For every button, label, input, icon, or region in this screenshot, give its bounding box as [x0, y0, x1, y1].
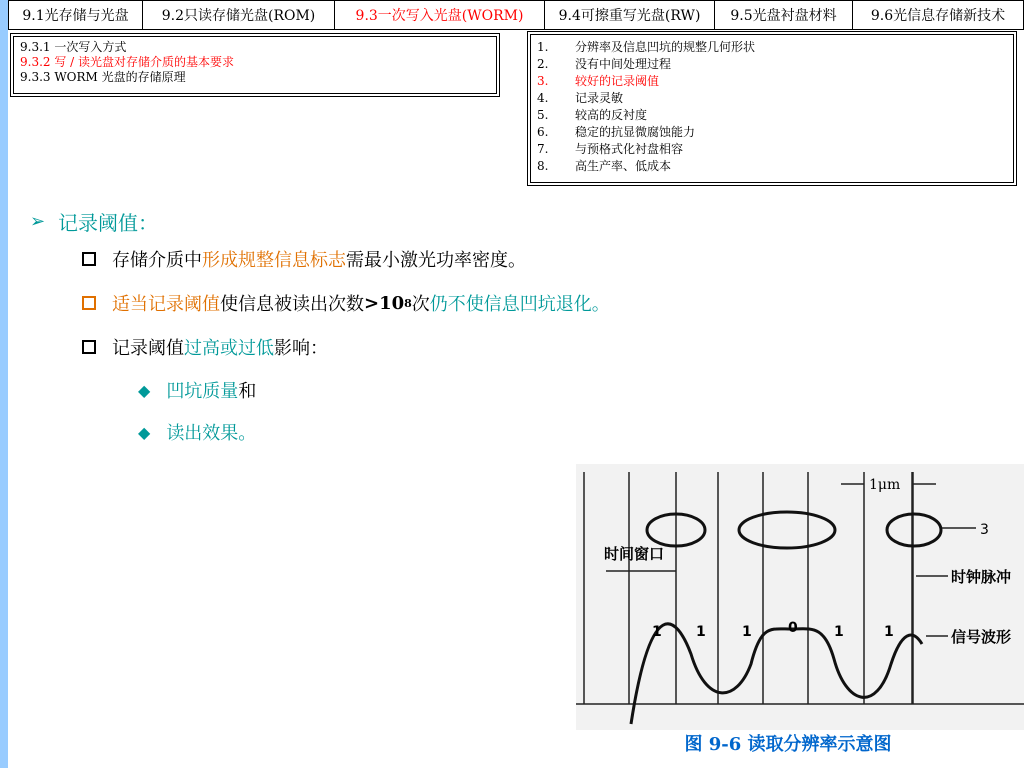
bullet-exponent: 8: [404, 296, 412, 310]
square-bullet-icon: [82, 252, 96, 266]
square-bullet-icon: [82, 296, 96, 310]
signal-label: 信号波形: [951, 628, 1012, 646]
bullet-text: 影响：: [274, 338, 328, 359]
pit-label: 3: [980, 522, 989, 538]
tab-9-6[interactable]: 9.6光信息存储新技术: [870, 8, 1006, 24]
subsection-item-active[interactable]: 9.3.2 写 / 读光盘对存储介质的基本要求: [20, 55, 235, 69]
bullet-number: >10: [364, 292, 405, 314]
sub-bullet-text: 和: [238, 381, 257, 402]
bullet-text: 记录阈值: [112, 338, 184, 359]
window-label: 时间窗口: [604, 545, 665, 563]
tab-9-2[interactable]: 9.2只读存储光盘(ROM): [143, 1, 335, 29]
bullet-highlight: 过高或过低: [184, 338, 274, 359]
resolution-diagram: [576, 464, 1024, 730]
list-item: 5. 较高的反衬度: [537, 108, 648, 122]
bullet-highlight: 形成规整信息标志: [202, 250, 346, 271]
requirements-box: [527, 31, 1017, 186]
sub-bullet-highlight: 凹坑质量: [166, 381, 239, 402]
figure-caption: 图 9-6 读取分辨率示意图: [684, 734, 892, 755]
left-accent-bar: [0, 0, 8, 768]
bullet-text: 需最小激光功率密度。: [346, 250, 526, 271]
list-item: 4. 记录灵敏: [537, 91, 624, 105]
list-item: 6. 稳定的抗显微腐蚀能力: [537, 125, 696, 139]
sub-bullet-row: [138, 411, 750, 453]
sub-bullet-highlight: 读出效果。: [166, 423, 257, 444]
bit-label: 1: [742, 624, 752, 640]
diamond-bullet-icon: ◆: [138, 422, 151, 442]
diamond-bullet-icon: ◆: [138, 380, 151, 400]
bullet-row: [82, 237, 750, 281]
list-item: 8. 高生产率、低成本: [537, 159, 672, 173]
tab-9-3[interactable]: 9.3一次写入光盘(WORM): [335, 1, 545, 29]
clock-label: 时钟脉冲: [951, 568, 1012, 586]
bullet-row: [82, 281, 750, 325]
bullet-text: 使信息被读出次数: [220, 294, 364, 315]
heading-row: [30, 205, 750, 237]
bullet-highlight: 适当记录阈值: [112, 294, 220, 315]
arrow-bullet-icon: ➢: [30, 210, 46, 232]
tab-9-5[interactable]: 9.5光盘衬盘材料: [715, 1, 853, 29]
bullet-text: 存储介质中: [112, 250, 202, 271]
subsection-box: [10, 33, 500, 97]
list-item: 1. 分辨率及信息凹坑的规整几何形状: [537, 40, 756, 54]
sub-bullet-row: [138, 369, 750, 411]
diagram-background: [576, 464, 1024, 730]
list-item: 2. 没有中间处理过程: [537, 57, 672, 71]
heading: 记录阈值：: [58, 210, 158, 235]
um-label: 1μm: [869, 477, 901, 493]
list-item: 7. 与预格式化衬盘相容: [537, 142, 684, 156]
bit-label: 1: [834, 624, 844, 640]
bit-label: 0: [788, 620, 798, 636]
tab-9-4[interactable]: 9.4可擦重写光盘(RW): [545, 1, 715, 29]
subsection-item[interactable]: 9.3.1 一次写入方式: [20, 40, 127, 54]
subsection-item[interactable]: 9.3.3 WORM 光盘的存储原理: [20, 70, 186, 84]
bit-label: 1: [652, 624, 662, 640]
requirements-list: [531, 35, 1013, 179]
list-item-active: 3. 较好的记录阈值: [537, 74, 660, 88]
square-bullet-icon: [82, 340, 96, 354]
section-nav: [8, 0, 1024, 30]
bullet-text: 次: [411, 294, 430, 315]
bit-label: 1: [696, 624, 706, 640]
slide-content: [30, 205, 750, 453]
bullet-row: [82, 325, 750, 369]
bullet-highlight: 仍不使信息凹坑退化。: [429, 294, 610, 315]
bit-label: 1: [884, 624, 894, 640]
tab-9-1[interactable]: 9.1光存储与光盘: [9, 1, 143, 29]
